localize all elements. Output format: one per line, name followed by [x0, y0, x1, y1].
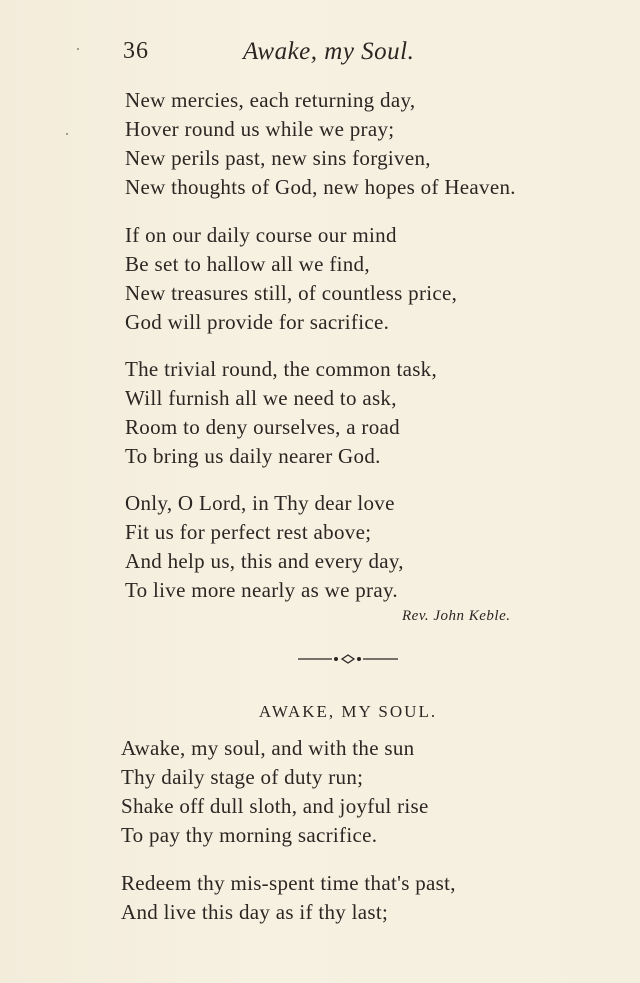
verse-line: Redeem thy mis-spent time that's past, — [121, 871, 456, 895]
verse-line: Fit us for perfect rest above; — [125, 520, 372, 544]
verse-line: Shake off dull sloth, and joyful rise — [121, 794, 429, 818]
verse-line: If on our daily course our mind — [125, 223, 397, 247]
poem1-stanza-2 — [125, 221, 457, 337]
author-attribution: Rev. John Keble. — [402, 608, 511, 624]
poem2-stanza-2 — [121, 869, 456, 927]
running-title: Awake, my Soul. — [243, 38, 415, 65]
page-number: 36 — [123, 38, 149, 64]
verse-line: The trivial round, the common task, — [125, 357, 438, 381]
verse-line: Be set to hallow all we find, — [125, 252, 370, 276]
paper-speck — [77, 48, 79, 50]
verse-line: New treasures still, of countless price, — [125, 281, 458, 305]
verse-line: New mercies, each returning day, — [125, 88, 416, 112]
verse-line: Hover round us while we pray; — [125, 117, 395, 141]
poem1-stanza-4 — [125, 489, 404, 605]
paper-speck — [66, 133, 68, 135]
verse-line: Awake, my soul, and with the sun — [121, 736, 415, 760]
verse-line: Thy daily stage of duty run; — [121, 765, 364, 789]
poem2-stanza-1 — [121, 734, 429, 850]
verse-line: To pay thy morning sacrifice. — [121, 823, 378, 847]
page-header — [123, 38, 463, 72]
poem1-stanza-3 — [125, 355, 437, 471]
verse-line: And help us, this and every day, — [125, 549, 404, 573]
ornament-divider — [296, 650, 400, 668]
verse-line: And live this day as if thy last; — [121, 900, 389, 924]
verse-line: Only, O Lord, in Thy dear love — [125, 491, 395, 515]
verse-line: Will furnish all we need to ask, — [125, 386, 397, 410]
verse-line: To live more nearly as we pray. — [125, 578, 398, 602]
verse-line: To bring us daily nearer God. — [125, 444, 381, 468]
poem1-stanza-1 — [125, 86, 516, 202]
verse-line: New perils past, new sins forgiven, — [125, 146, 431, 170]
verse-line: New thoughts of God, new hopes of Heaven. — [125, 175, 516, 199]
verse-line: God will provide for sacrifice. — [125, 310, 390, 334]
verse-line: Room to deny ourselves, a road — [125, 415, 400, 439]
poem-title: AWAKE, MY SOUL. — [258, 702, 438, 721]
